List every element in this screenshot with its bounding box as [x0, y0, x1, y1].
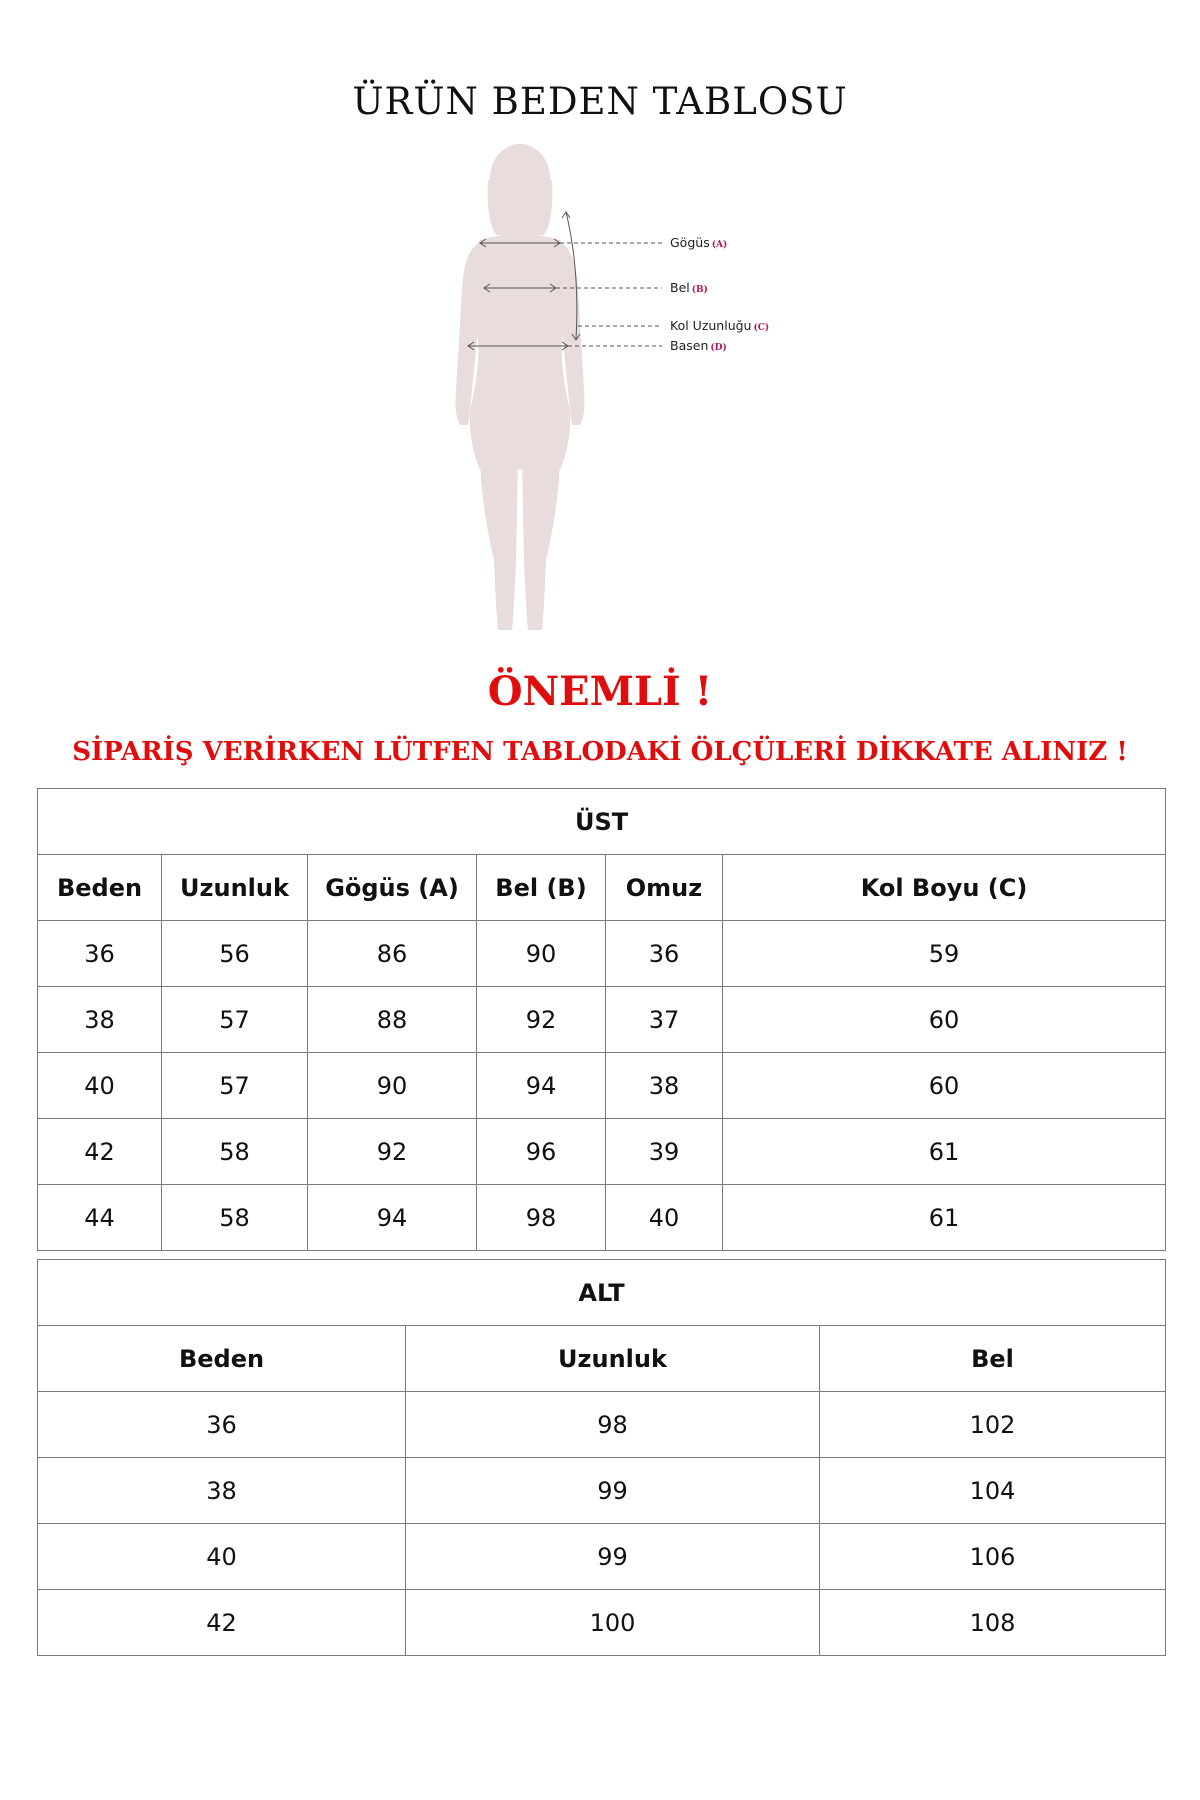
table-cell: 98	[406, 1392, 820, 1458]
table-cell: 42	[38, 1590, 406, 1656]
table-header-row	[38, 1326, 1166, 1392]
table-cell: 38	[606, 1053, 723, 1119]
table-cell: 60	[723, 1053, 1166, 1119]
table-row	[38, 1458, 1166, 1524]
table-cell: 61	[723, 1185, 1166, 1251]
table-cell: 88	[308, 987, 477, 1053]
column-header: Beden	[38, 1326, 406, 1392]
bottom-table-title: ALT	[38, 1260, 1166, 1326]
table-cell: 99	[406, 1458, 820, 1524]
table-cell: 106	[820, 1524, 1166, 1590]
table-cell: 38	[38, 987, 162, 1053]
table-row	[38, 1524, 1166, 1590]
table-cell: 58	[162, 1119, 308, 1185]
table-cell: 104	[820, 1458, 1166, 1524]
column-header: Omuz	[606, 855, 723, 921]
table-title-row	[38, 1260, 1166, 1326]
table-cell: 37	[606, 987, 723, 1053]
table-cell: 40	[38, 1524, 406, 1590]
table-cell: 61	[723, 1119, 1166, 1185]
table-row	[38, 1185, 1166, 1251]
measurement-figure	[420, 140, 820, 640]
column-header: Gögüs (A)	[308, 855, 477, 921]
table-cell: 36	[38, 921, 162, 987]
table-cell: 57	[162, 1053, 308, 1119]
table-cell: 102	[820, 1392, 1166, 1458]
table-row	[38, 1053, 1166, 1119]
table-cell: 42	[38, 1119, 162, 1185]
column-header: Bel	[820, 1326, 1166, 1392]
table-cell: 59	[723, 921, 1166, 987]
order-notice: SİPARİŞ VERİRKEN LÜTFEN TABLODAKİ ÖLÇÜLERİ DİKKATE ALINIZ !	[72, 737, 1128, 767]
column-header: Uzunluk	[406, 1326, 820, 1392]
column-header: Bel (B)	[477, 855, 606, 921]
table-cell: 36	[606, 921, 723, 987]
bottom-size-table	[37, 1259, 1166, 1656]
table-cell: 94	[477, 1053, 606, 1119]
column-header: Beden	[38, 855, 162, 921]
sleeve-length-label: Kol Uzunluğu (C)	[670, 318, 770, 333]
page-title: ÜRÜN BEDEN TABLOSU	[352, 80, 848, 123]
chest-label: Gögüs (A)	[670, 235, 728, 250]
table-row	[38, 987, 1166, 1053]
hip-label: Basen (D)	[670, 338, 727, 353]
table-cell: 100	[406, 1590, 820, 1656]
table-cell: 90	[308, 1053, 477, 1119]
table-cell: 99	[406, 1524, 820, 1590]
table-row	[38, 1590, 1166, 1656]
table-cell: 60	[723, 987, 1166, 1053]
table-cell: 108	[820, 1590, 1166, 1656]
table-cell: 57	[162, 987, 308, 1053]
table-cell: 96	[477, 1119, 606, 1185]
table-cell: 39	[606, 1119, 723, 1185]
table-header-row	[38, 855, 1166, 921]
table-cell: 94	[308, 1185, 477, 1251]
table-cell: 36	[38, 1392, 406, 1458]
table-row	[38, 1119, 1166, 1185]
table-cell: 58	[162, 1185, 308, 1251]
table-cell: 98	[477, 1185, 606, 1251]
table-cell: 86	[308, 921, 477, 987]
table-cell: 38	[38, 1458, 406, 1524]
column-header: Uzunluk	[162, 855, 308, 921]
table-cell: 90	[477, 921, 606, 987]
table-row	[38, 921, 1166, 987]
waist-label: Bel (B)	[670, 280, 708, 295]
table-cell: 56	[162, 921, 308, 987]
table-row	[38, 1392, 1166, 1458]
important-heading: ÖNEMLİ !	[487, 668, 713, 715]
top-size-table	[37, 788, 1166, 1251]
column-header: Kol Boyu (C)	[723, 855, 1166, 921]
woman-silhouette-icon	[420, 140, 820, 640]
table-cell: 92	[308, 1119, 477, 1185]
table-cell: 44	[38, 1185, 162, 1251]
table-cell: 92	[477, 987, 606, 1053]
table-title-row	[38, 789, 1166, 855]
table-cell: 40	[38, 1053, 162, 1119]
top-table-title: ÜST	[38, 789, 1166, 855]
table-cell: 40	[606, 1185, 723, 1251]
